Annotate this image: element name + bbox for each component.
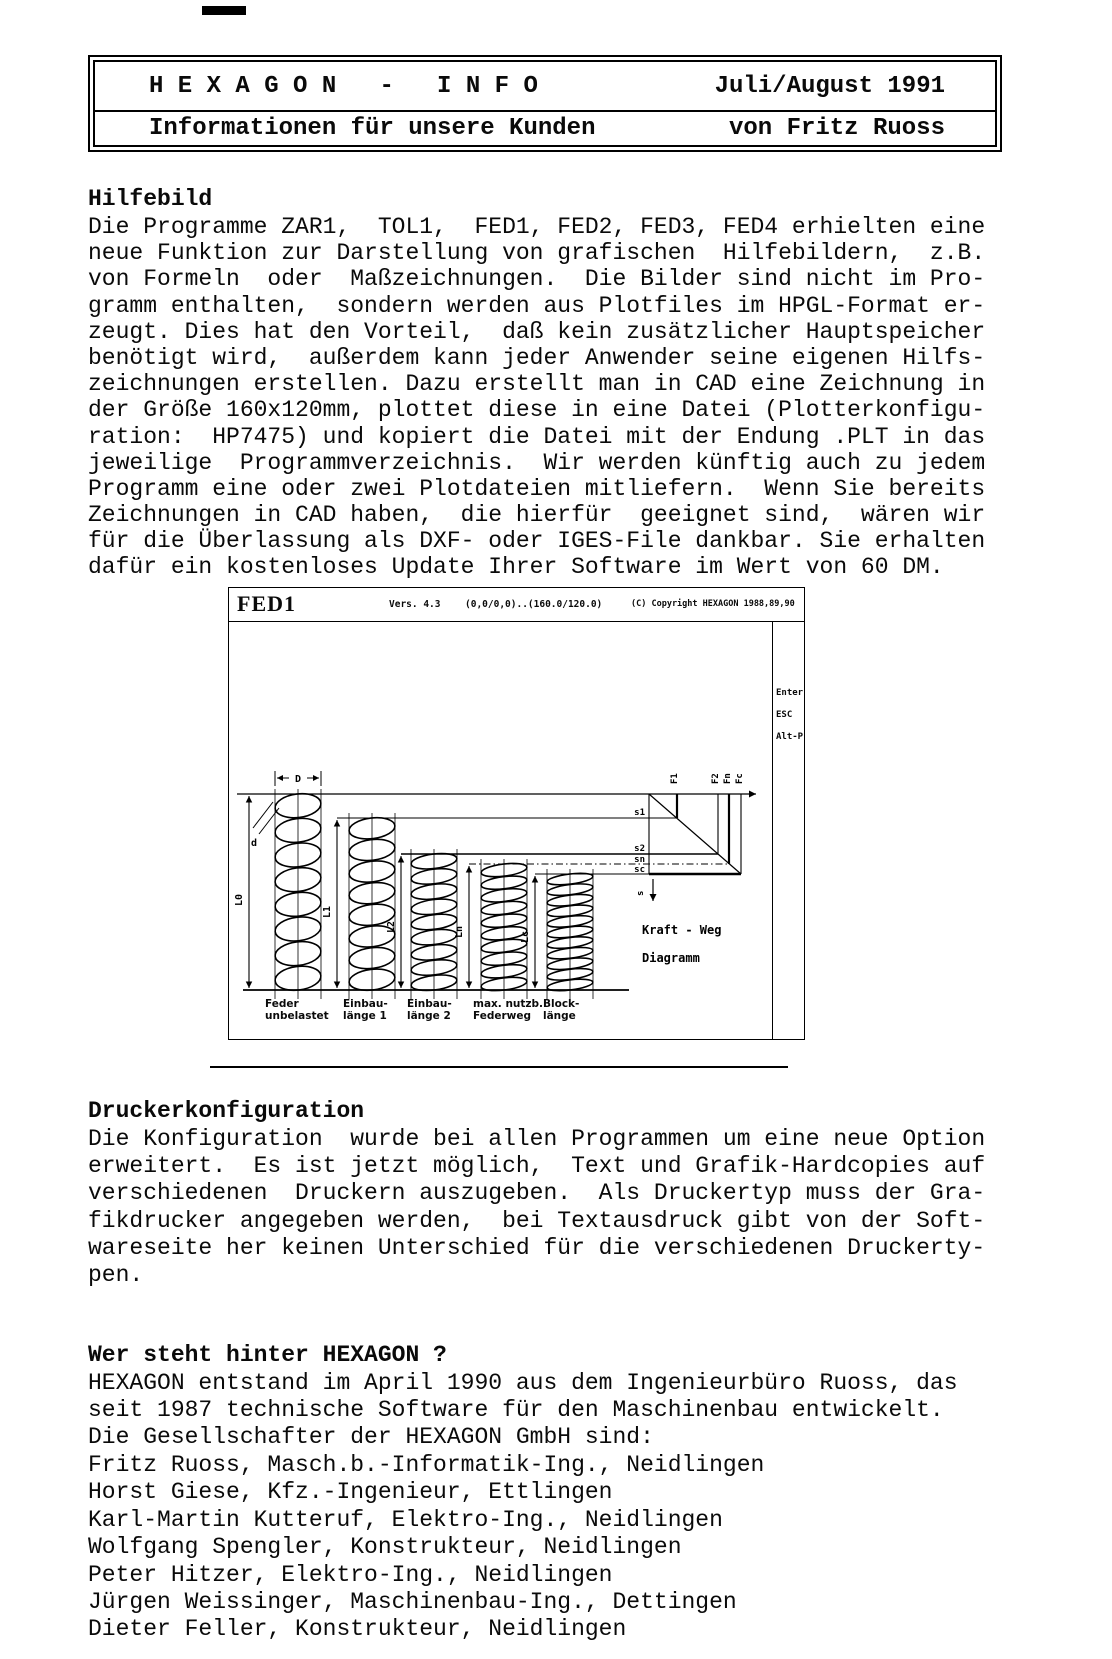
text-line: seit 1987 technische Software für den Maschinenbau entwickelt.	[88, 1397, 944, 1424]
fed1-help-figure	[228, 587, 805, 1040]
ln-label: Ln	[454, 925, 465, 939]
text-line: der Größe 160x120mm, plottet diese in eine Datei (Plotterkonfigu-	[88, 397, 986, 424]
text-line: von Formeln oder Maßzeichnungen. Die Bilder sind nicht im Pro-	[88, 266, 986, 293]
caption-einbaulaenge-1: Einbau- länge 1	[343, 998, 388, 1022]
wire-leader-2	[253, 802, 273, 828]
s-axis-label: s	[636, 890, 646, 896]
fn-label: Fn	[723, 773, 733, 784]
sn-label: sn	[634, 855, 645, 865]
partner-entry: Fritz Ruoss, Masch.b.-Informatik-Ing., Neidlingen	[88, 1452, 765, 1478]
partner-entry: Dieter Feller, Konstrukteur, Neidlingen	[88, 1616, 627, 1643]
s2-label: s2	[634, 844, 645, 854]
text-line: wareseite her keinen Unterschied für die verschiedenen Druckerty-	[88, 1234, 986, 1261]
s1-label: s1	[634, 808, 645, 818]
fed1-plot-coordinates: (0,0/0,0)..(160.0/120.0)	[465, 599, 603, 610]
text-line: fikdrucker angegeben werden, bei Textausdruck gibt von der Soft-	[88, 1207, 986, 1234]
text-line: gramm enthalten, sondern werden aus Plotfiles im HPGL-Format er-	[88, 292, 986, 319]
text-line: dafür ein kostenloses Update Ihrer Software im Wert von 60 DM.	[88, 554, 944, 581]
l0-label: L0	[234, 893, 245, 907]
horizontal-rule	[210, 1066, 788, 1068]
caption-feder-unbelastet: Feder unbelastet	[265, 998, 329, 1022]
text-line: HEXAGON entstand im April 1990 aus dem Ingenieurbüro Ruoss, das	[88, 1370, 958, 1396]
masthead-row-1	[95, 62, 995, 112]
text-line: jeweilige Programmverzeichnis. Wir werden künftig auch zu jedem	[88, 449, 986, 476]
partner-entry: Horst Giese, Kfz.-Ingenieur, Ettlingen	[88, 1479, 613, 1506]
l2-label: L2	[386, 920, 397, 934]
coil-diameter-label: D	[294, 774, 302, 785]
spring-rate-diagonal	[649, 794, 741, 874]
newsletter-subtitle: Informationen für unsere Kunden	[149, 115, 596, 142]
text-line: Zeichnungen in CAD haben, die hierfür geeignet sind, wären wir	[88, 502, 986, 529]
newsletter-title: H E X A G O N - I N F O	[149, 72, 538, 100]
fed1-program-name: FED1	[237, 591, 296, 616]
text-line: Die Konfiguration wurde bei allen Programmen um eine neue Option	[88, 1126, 986, 1152]
caption-max-federweg: max. nutzb. Federweg	[473, 998, 544, 1022]
f2-label: F2	[711, 773, 721, 784]
partner-entry: Wolfgang Spengler, Konstrukteur, Neidlingen	[88, 1534, 682, 1561]
text-line: Programm eine oder zwei Plotdateien mitliefern. Wenn Sie bereits	[88, 475, 986, 502]
masthead-inner-border	[93, 60, 997, 147]
scan-artifact	[202, 6, 246, 15]
text-line: pen.	[88, 1261, 144, 1288]
text-line: verschiedenen Druckern auszugeben. Als Druckertyp muss der Gra-	[88, 1180, 986, 1207]
wire-diameter-label: d	[251, 838, 258, 849]
text-line: ration: HP7475) und kopiert die Datei mit der Endung .PLT in das	[88, 423, 986, 450]
newsletter-author: von Fritz Ruoss	[728, 115, 945, 142]
kraftweg-label-1: Kraft - Weg	[642, 923, 722, 937]
masthead-row-2	[95, 112, 995, 145]
kraftweg-label-2: Diagramm	[642, 951, 700, 965]
key-esc: ESC	[776, 710, 793, 720]
lc-label: Lc	[520, 930, 531, 944]
caption-blocklaenge: Block- länge	[543, 998, 580, 1022]
fed1-titlebar	[229, 588, 804, 622]
text-line: erweitert. Es ist jetzt möglich, Text und Grafik-Hardcopies auf	[88, 1153, 986, 1180]
l1-label: L1	[322, 905, 333, 919]
masthead	[88, 55, 1002, 152]
text-line: Die Gesellschafter der HEXAGON GmbH sind:	[88, 1424, 654, 1451]
fed1-copyright: (C) Copyright HEXAGON 1988,89,90	[631, 599, 795, 609]
text-line: neue Funktion zur Darstellung von grafischen Hilfebildern, z.B.	[88, 240, 986, 267]
section-heading-druckerkonfiguration: Druckerkonfiguration	[88, 1098, 365, 1124]
partner-entry: Jürgen Weissinger, Maschinenbau-Ing., Dettingen	[88, 1588, 737, 1615]
spring-diagram	[229, 622, 770, 1037]
text-line: Die Programme ZAR1, TOL1, FED1, FED2, FED3, FED4 erhielten eine	[88, 214, 986, 240]
key-enter: Enter	[776, 688, 804, 698]
text-line: für die Überlassung als DXF- oder IGES-File dankbar. Sie erhalten	[88, 528, 986, 555]
text-line: zeugt. Dies hat den Vorteil, daß kein zusätzlicher Hauptspeicher	[88, 318, 986, 345]
partner-entry: Karl-Martin Kutteruf, Elektro-Ing., Neidlingen	[88, 1506, 723, 1533]
fed1-drawing-area	[229, 622, 804, 1039]
paragraph-hilfebild	[88, 214, 985, 581]
partner-entry: Peter Hitzer, Elektro-Ing., Neidlingen	[88, 1561, 613, 1588]
fed1-version: Vers. 4.3	[389, 599, 441, 610]
section-heading-wer-steht-hinter-hexagon: Wer steht hinter HEXAGON ?	[88, 1342, 447, 1368]
text-line: benötigt wird, außerdem kann jeder Anwender seine eigenen Hilfs-	[88, 344, 986, 371]
text-line: zeichnungen erstellen. Dazu erstellt man in CAD eine Zeichnung in	[88, 371, 986, 398]
section-heading-hilfebild: Hilfebild	[88, 186, 213, 212]
issue-date: Juli/August 1991	[714, 72, 945, 100]
fed1-key-hints	[772, 622, 804, 1039]
f1-label: F1	[670, 773, 680, 784]
sc-label: sc	[634, 865, 645, 875]
caption-einbaulaenge-2: Einbau- länge 2	[407, 998, 452, 1022]
partner-list	[88, 1452, 764, 1644]
paragraph-hexagon-history	[88, 1370, 958, 1452]
paragraph-druckerkonfiguration	[88, 1126, 985, 1289]
fc-label: Fc	[735, 773, 745, 784]
key-alt-p: Alt-P	[776, 732, 804, 742]
